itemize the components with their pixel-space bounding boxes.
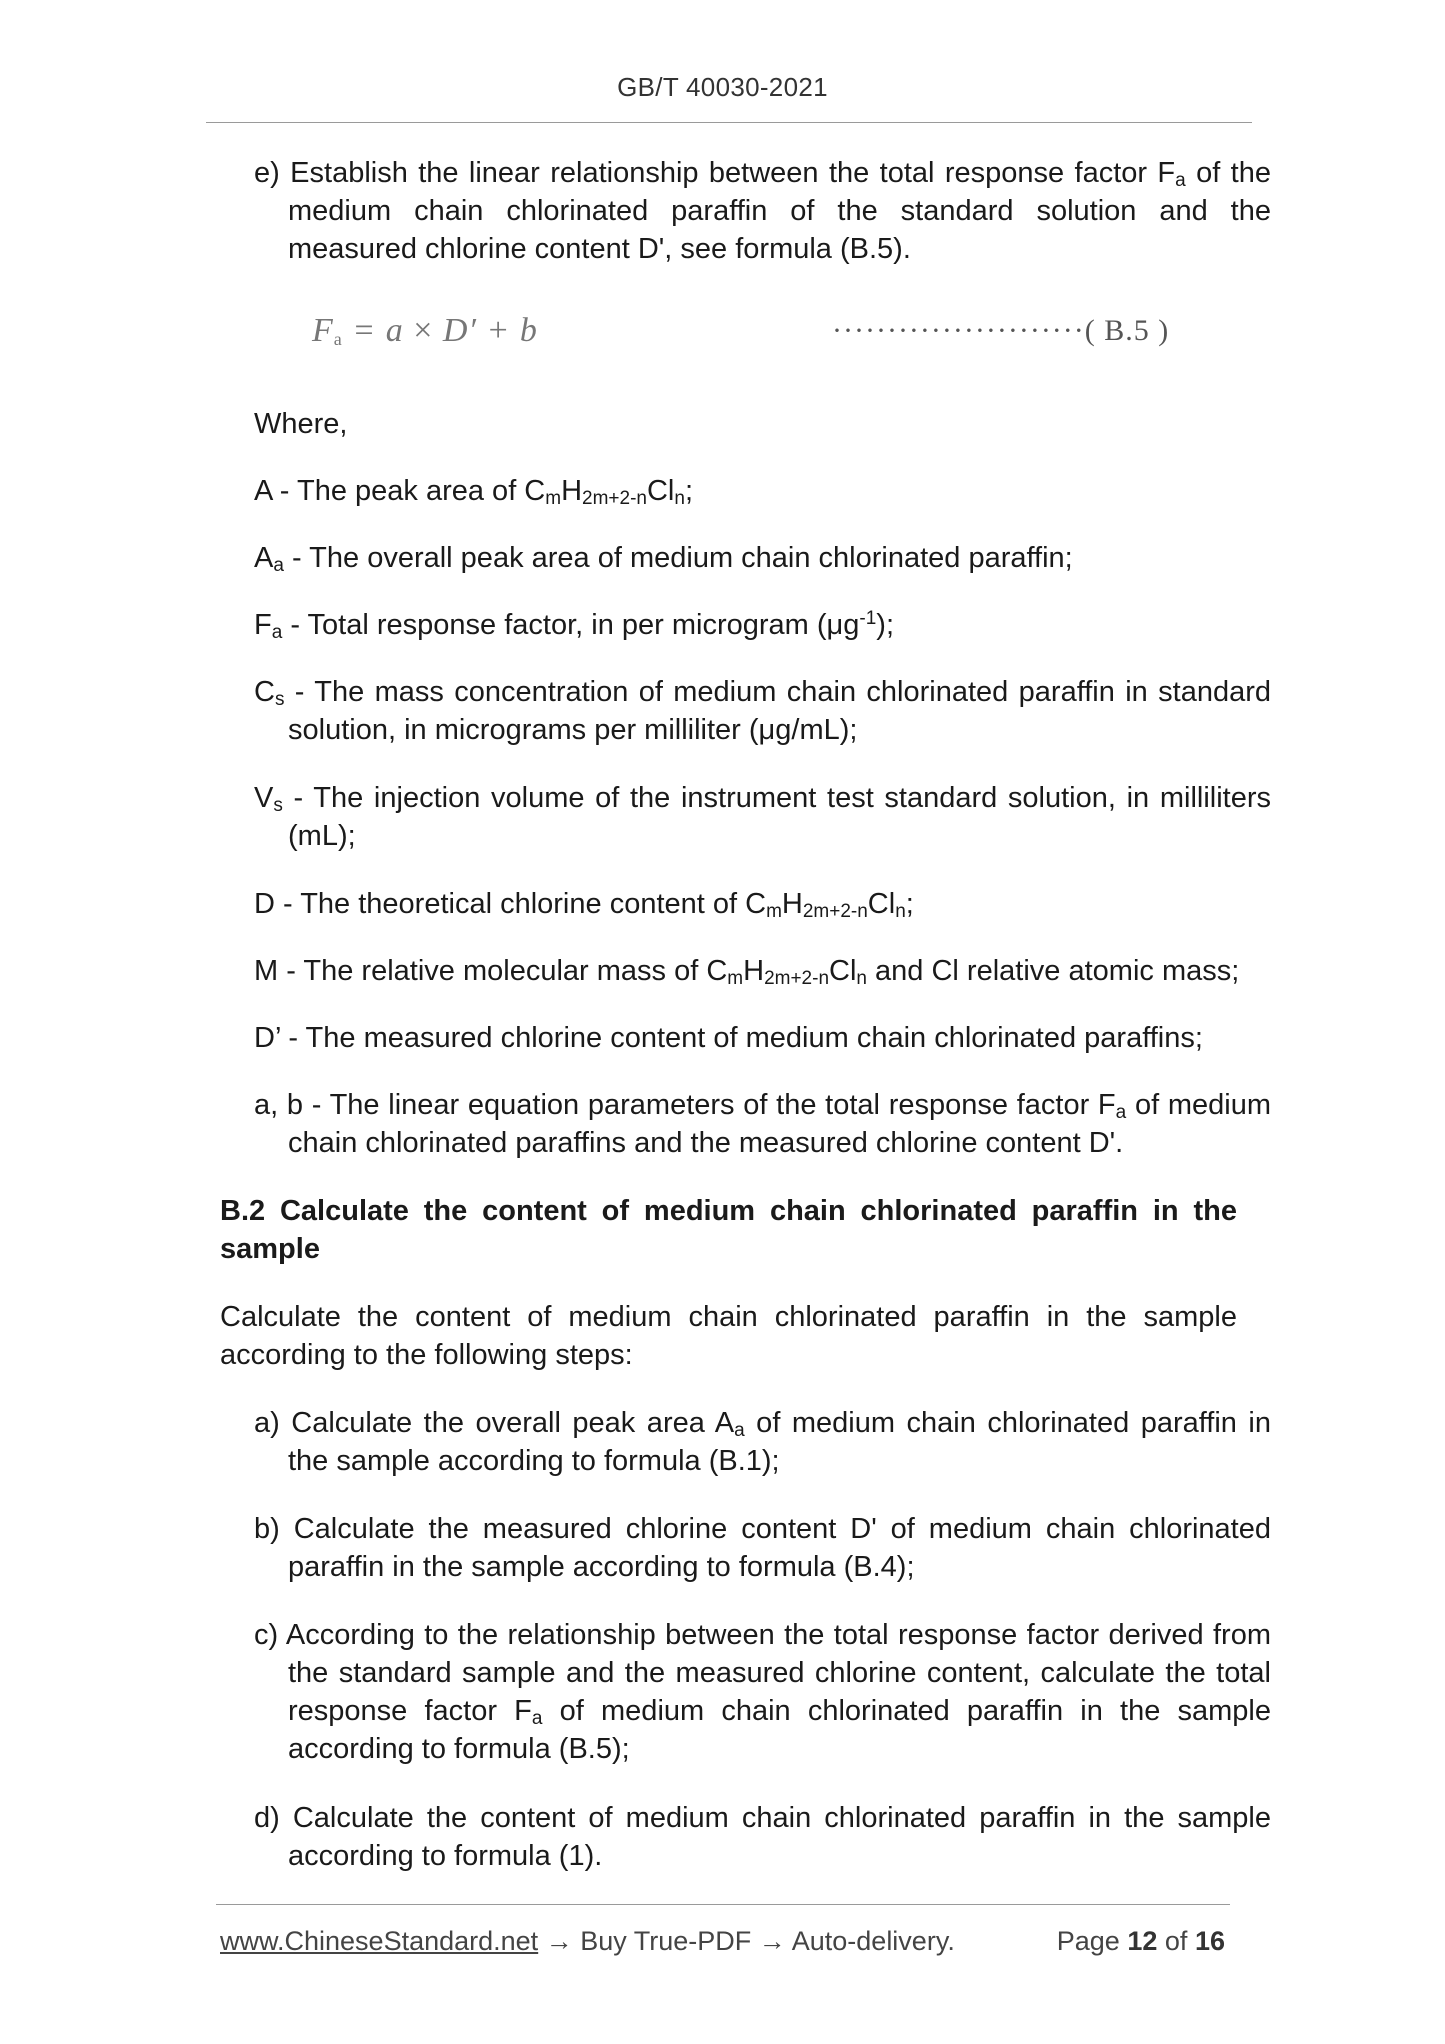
page-indicator: Page 12 of 16 — [1056, 1926, 1225, 1956]
section-b2-intro: Calculate the content of medium chain chlorinated paraffin in the sample according to the following steps: — [220, 1301, 1237, 1371]
def-m: M - The relative molecular mass of $C_mH_{2m+2-n}Cl_n$ and Cl relative atomic mass; — [254, 955, 1240, 989]
def-d: D - The theoretical chlorine content of $C_mH_{2m+2-n}Cl_n$; — [254, 888, 914, 922]
def-fa: $F_a$ - Total response factor, in per microgram $(\mu g^{-1})$; — [254, 608, 894, 643]
formula-number: ·······················( B.5 ) — [832, 314, 1170, 347]
total-pages: 16 — [1194, 1926, 1225, 1956]
website-link[interactable]: www.ChineseStandard.net — [220, 1926, 539, 1956]
footer-divider — [216, 1904, 1230, 1905]
page-header: GB/T 40030-2021 — [617, 72, 828, 102]
section-b2-heading: B.2 Calculate the content of medium chain chlorinated paraffin in the sample — [220, 1195, 1237, 1265]
step-e-paragraph: e) Establish the linear relationship between the total response factor $F_a$ of the medium chain chlorinated paraffin of the standard solution and the measured chlorine content D', see formula (B.5). — [254, 157, 1271, 265]
where-label: Where, — [254, 408, 348, 440]
step-b: b) Calculate the measured chlorine content D' of medium chain chlorinated paraffin in the sample according to formula (B.4); — [254, 1513, 1271, 1583]
def-cs: $C_s$ - The mass concentration of medium chain chlorinated paraffin in standard solution, in micrograms per milliliter (μg/mL); — [254, 676, 1271, 746]
footer-promo: www.ChineseStandard.net → Buy True-PDF → Auto-delivery. — [220, 1926, 955, 1956]
def-vs: $V_s$ - The injection volume of the instrument test standard solution, in milliliters (mL); — [254, 782, 1271, 852]
step-d: d) Calculate the content of medium chain chlorinated paraffin in the sample according to formula (1). — [254, 1802, 1271, 1872]
current-page: 12 — [1127, 1926, 1158, 1956]
def-d-prime: D’ - The measured chlorine content of medium chain chlorinated paraffins; — [254, 1022, 1203, 1054]
def-a-b: a, b - The linear equation parameters of the total response factor $F_a$ of medium chain chlorinated paraffins and the measured chlorine content D'. — [254, 1089, 1271, 1159]
step-a: a) Calculate the overall peak area $A_a$ of medium chain chlorinated paraffin in the sample according to formula (B.1); — [254, 1407, 1271, 1477]
def-aa: $A_a$ - The overall peak area of medium chain chlorinated paraffin; — [254, 542, 1073, 576]
step-c: c) According to the relationship between the total response factor derived from the standard sample and the measured chlorine content, calculate the total response factor $F_a$ of medium chain chlorinated paraffin in the sample according to formula (B.5); — [254, 1619, 1272, 1765]
def-a: A - The peak area of $C_mH_{2m+2-n}Cl_n$; — [254, 475, 694, 509]
header-divider — [206, 122, 1252, 123]
formula-b5: $F_a = a \times D' + b$ — [312, 312, 538, 349]
